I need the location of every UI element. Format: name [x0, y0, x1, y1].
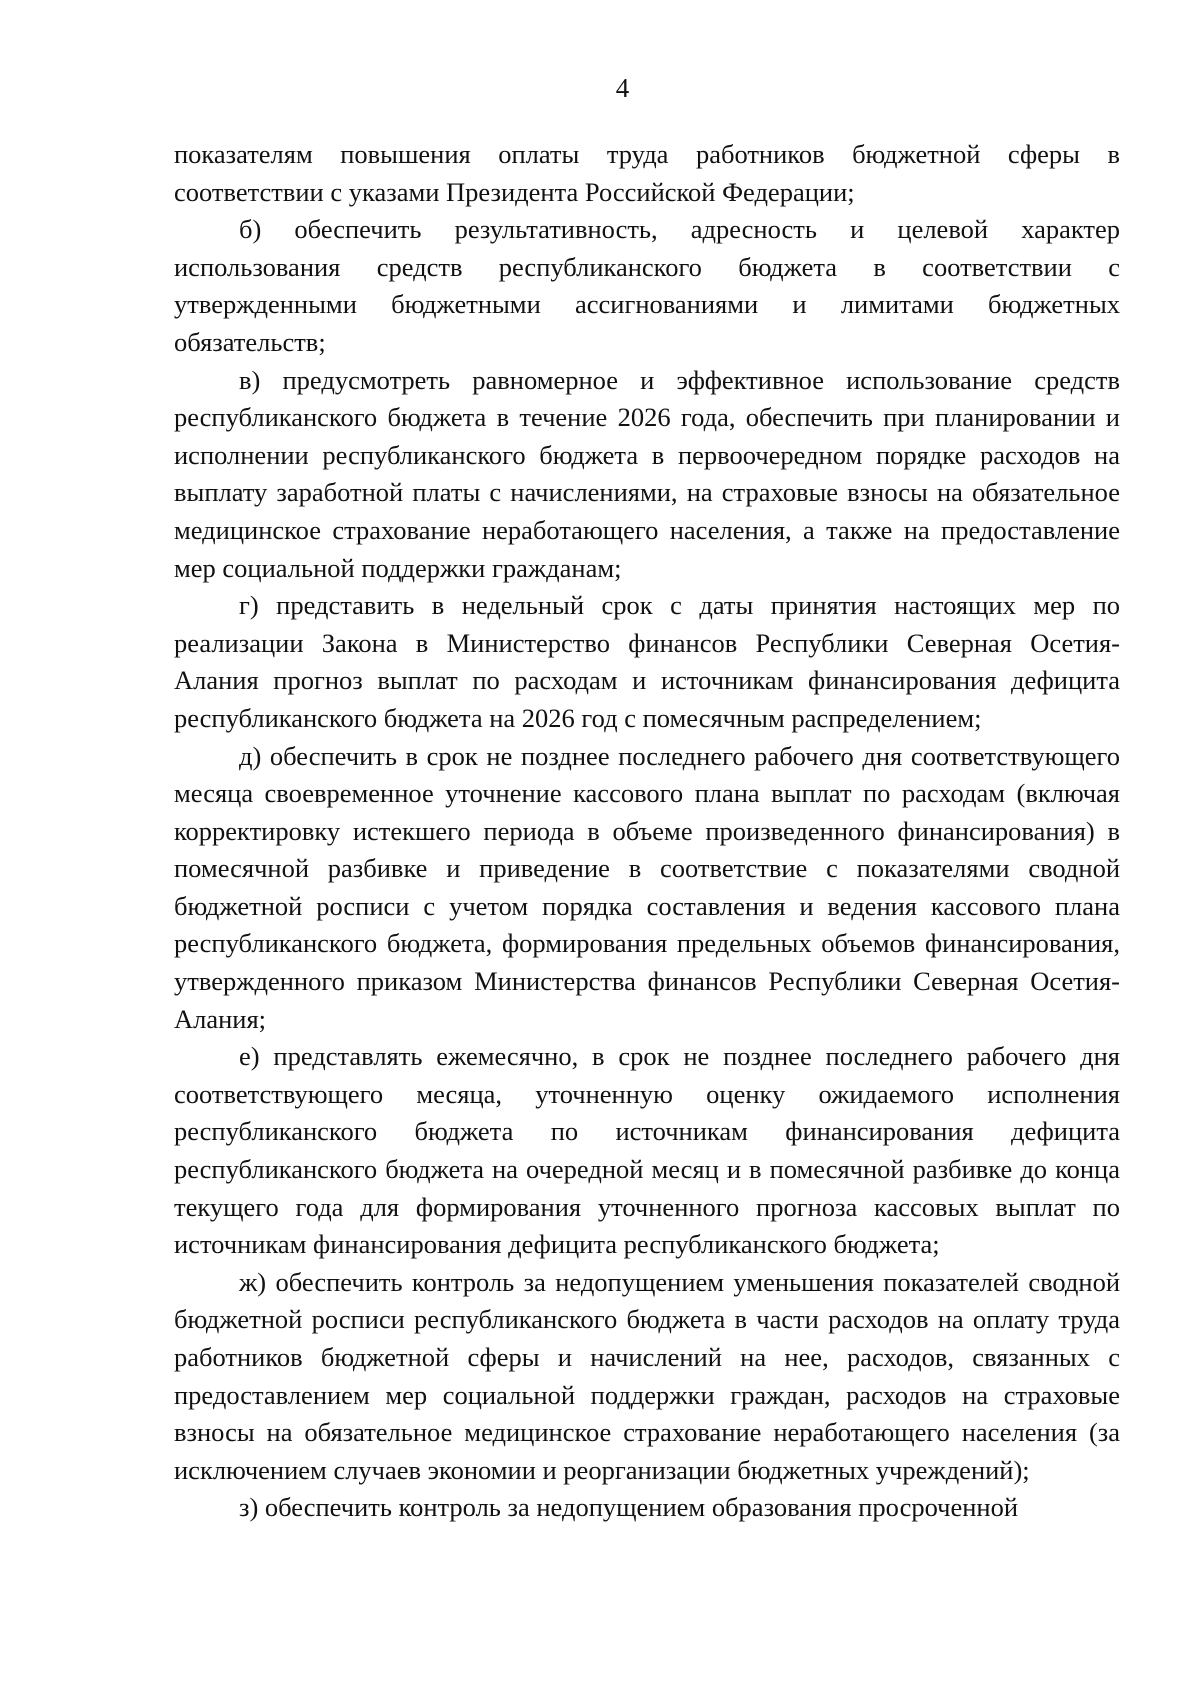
paragraph-item-zh: ж) обеспечить контроль за недопущением уменьшения показателей сводной бюджетной росписи республиканского бюджета в части расходов на оплату труда работников бюджетной сферы и начислений на нее, расходов, связанных с предоставлением мер социальной поддержки граждан, расходов на страховые взносы на обязательное медицинское страхование неработающего населения (за исключением случаев экономии и реорганизации бюджетных учреждений);	[174, 1266, 1120, 1485]
paragraph-item-v: в) предусмотреть равномерное и эффективное использование средств республиканского бюджета в течение 2026 года, обеспечить при планировании и исполнении республиканского бюджета в первоочередном порядке расходов на выплату заработной платы с начислениями, на страховые взносы на обязательное медицинское страхование неработающего населения, а также на предоставление мер социальной поддержки гражданам;	[174, 364, 1120, 583]
paragraph-continuation: показателям повышения оплаты труда работников бюджетной сферы в соответствии с указами Президента Российской Федерации;	[174, 139, 1120, 207]
paragraph-item-b: б) обеспечить результативность, адресность и целевой характер использования средств республиканского бюджета в соответствии с утвержденными бюджетными ассигнованиями и лимитами бюджетных обязательств;	[174, 214, 1120, 357]
paragraph-item-d: д) обеспечить в срок не позднее последнего рабочего дня соответствующего месяца своевременное уточнение кассового плана выплат по расходам (включая корректировку истекшего периода в объеме произведенного финансирования) в помесячной разбивке и приведение в соответствие с показателями сводной бюджетной росписи с учетом порядка составления и ведения кассового плана республиканского бюджета, формирования предельных объемов финансирования, утвержденного приказом Министерства финансов Республики Северная Осетия-Алания;	[174, 740, 1120, 1034]
page-number: 4	[615, 73, 630, 103]
paragraph-item-e: е) представлять ежемесячно, в срок не позднее последнего рабочего дня соответствующего месяца, уточненную оценку ожидаемого исполнения республиканского бюджета по источникам финансирования дефицита республиканского бюджета на очередной месяц и в помесячной разбивке до конца текущего года для формирования уточненного прогноза кассовых выплат по источникам финансирования дефицита республиканского бюджета;	[174, 1041, 1120, 1260]
document-body	[174, 136, 1120, 1527]
paragraph-item-g: г) представить в недельный срок с даты принятия настоящих мер по реализации Закона в Министерство финансов Республики Северная Осетия-Алания прогноз выплат по расходам и источникам финансирования дефицита республиканского бюджета на 2026 год с помесячным распределением;	[174, 590, 1120, 733]
paragraph-item-z: з) обеспечить контроль за недопущением образования просроченной	[239, 1492, 1019, 1523]
